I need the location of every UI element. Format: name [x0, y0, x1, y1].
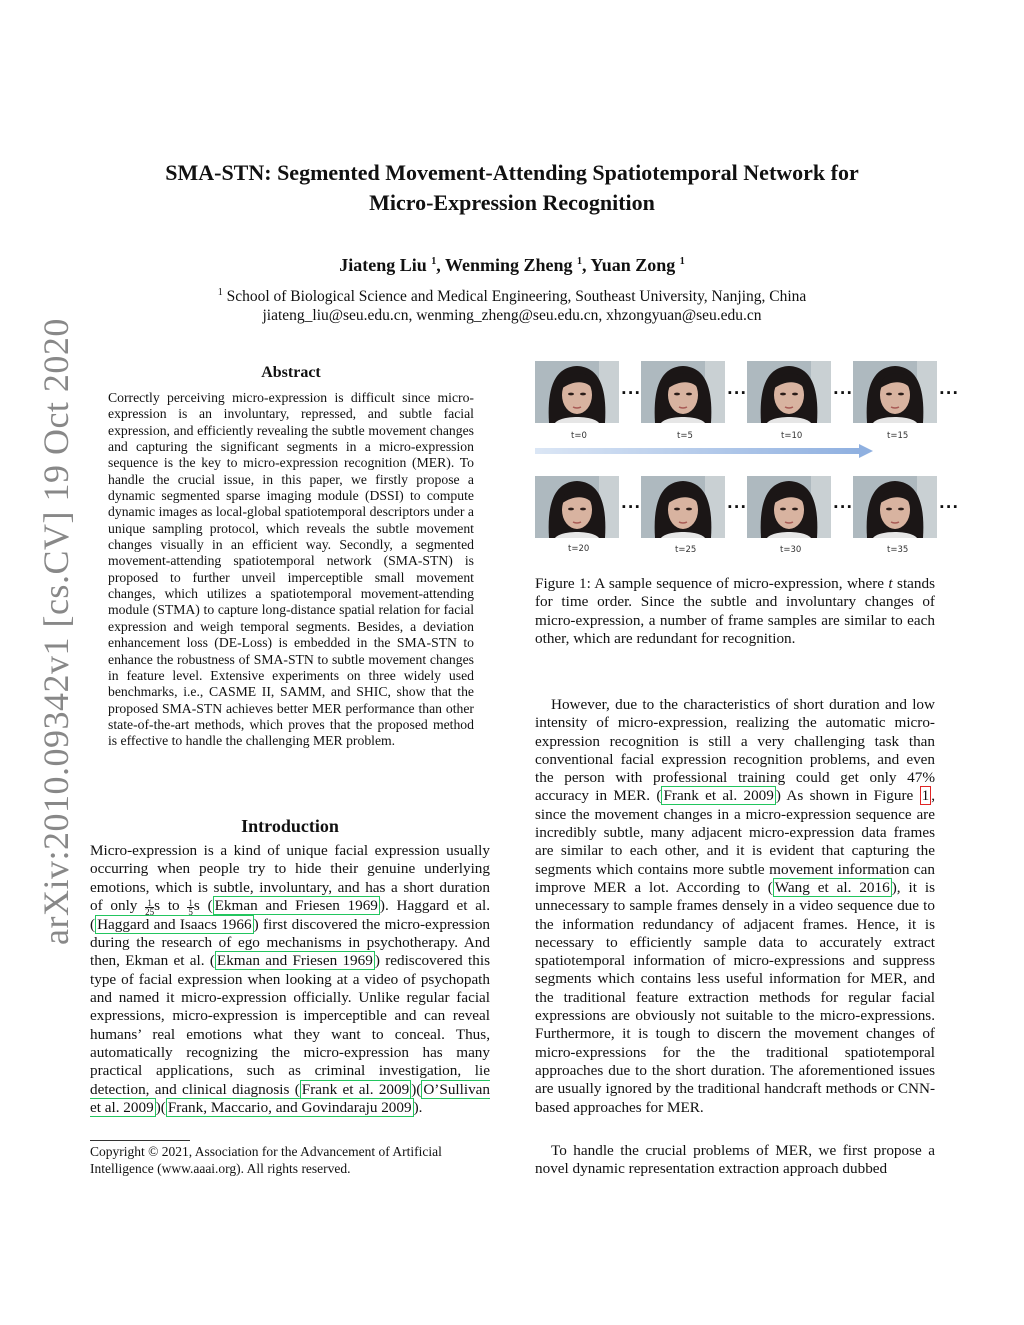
figure-1-caption: [535, 575, 935, 648]
caption-text-b: stands for time order. Since the subtle and involuntary changes of micro-expression, a number of frame samples are similar to each other, which are redundant for recognition.: [535, 575, 935, 647]
caption-text-a: Figure 1: A sample sequence of micro-expression, where: [535, 575, 885, 592]
frame-t0: [535, 361, 619, 423]
abstract-text: Correctly perceiving micro-expression is difficult since micro-expression is an involuntary, repressed, and subtle facial expression, and efficiently revealing the subtle movement changes and capturing the significant segments in a micro-expression sequence is the key to micro-expression recognition (MER). To handle the crucial issue, in this paper, we firstly propose a dynamic segmented sparse imaging module (DSSI) to compute dynamic images as local-global spatiotemporal descriptors under a unique sampling protocol, which reveals the subtle movement changes visually in an efficient way. Secondly, a segmented movement-attending spatiotemporal network (SMA-STN) is proposed to further unveil imperceptible small movement changes, which utilizes a spatiotemporal movement-attending module (STMA) to capture long-distance spatial relation for facial expression and weigh temporal segments. Besides, a deviation enhancement loss (DE-Loss) is embedded in the SMA-STN to enhance the robustness of SMA-STN to subtle movement changes in feature level. Extensive experiments on three widely used benchmarks, i.e., CASME II, SAMM, and SHIC, show that the proposed SMA-STN achieves better MER performance than other state-of-the-art methods, which proves that the proposed method is effective to handle the challenging MER problem.: [108, 390, 474, 749]
citation-ekman-friesen[interactable]: Ekman and Friesen 1969: [214, 896, 378, 914]
title-line-1: SMA-STN: Segmented Movement-Attending Spatiotemporal Network for: [165, 160, 859, 185]
to-word: to: [167, 896, 180, 914]
col2-text-a: However, due to the characteristics of short duration and low intensity of micro-expression, realizing the automatic micro-expression recognition is still a very challenging task than conventional facial expression recognition problems, and even the person with professional training could get only 47% accuracy in MER.: [535, 696, 935, 805]
citation-frank-maccario[interactable]: Frank, Maccario, and Govindaraju 2009: [167, 1098, 412, 1116]
frame-t15: [853, 361, 937, 423]
ellipsis-6: ...: [727, 494, 748, 512]
abstract-heading: Abstract: [261, 364, 321, 381]
author-3: Yuan Zong: [590, 255, 676, 275]
affiliation-block: [0, 283, 1024, 325]
intro-text-c: first discovered the micro-expression during the research of ego mechanisms in psychotherapy. And then, Ekman et al.: [90, 915, 491, 970]
fraction-1-25: [145, 899, 154, 916]
figure-1: [535, 360, 960, 560]
frame-t25: [641, 476, 725, 538]
ellipsis-2: ...: [727, 380, 748, 398]
col2-paragraph-2: To handle the crucial problems of MER, we first propose a novel dynamic representation extraction approach dubbed: [535, 1142, 935, 1178]
citation-frank-col2[interactable]: Frank et al. 2009: [663, 787, 774, 805]
intro-text-a: Micro-expression is a kind of unique facial expression usually occurring when people try to hide their genuine underlying emotions, which is subtle, involuntary, and has a short duration of only: [90, 842, 490, 914]
author-1: Jiateng Liu: [339, 255, 427, 275]
time-label-row1-1: t=0: [571, 431, 587, 441]
affil-mark-4: 1: [217, 287, 223, 298]
intro-paragraph: Micro-expression is a kind of unique facial expression usually occurring when people try to hide their genuine underlying emotions, which is subtle, involuntary, and has a short duration of only $\frac{1}{25}$ s to $\frac{1}{5}$ s ( Ekman and Friesen 1969 ). Haggard et al. ( Haggard and Isaacs 1966 ) first discovered the micro-expression during the research of ego mechanisms in psychotherapy. And then, Ekman et al. ( Ekman and Friesen 1969 ) rediscovered this type of facial expression when looking at a video of psychopath and named it micro-expression officially. Unlike regular facial expressions, micro-expression is imperceptible and can reveal humans’ real emotions what they want to conceal. Thus, automatically recognizing the micro-expression has many practical applications, such as criminal investigation, lie detection, and clinical diagnosis ( Frank et al. 2009 )( O’Sullivan et al. 2009 )( Frank, Maccario, and Govindaraju 2009 ).: [90, 842, 491, 1116]
footnote-rule: [90, 1140, 190, 1141]
ellipsis-4: ...: [939, 380, 960, 398]
intro-heading: Introduction: [241, 816, 339, 836]
ellipsis-8: ...: [939, 494, 960, 512]
author-list: Jiateng Liu $^1$, Wenming Zheng $^1$, Yuan Zong $^1$: [339, 255, 685, 275]
time-label-row2-4: t=35: [887, 545, 909, 555]
paper-title: [0, 158, 1024, 218]
ellipsis-7: ...: [833, 494, 854, 512]
arxiv-sidebar: arXiv:2010.09342v1 [cs.CV] 19 Oct 2020: [36, 318, 76, 945]
frac1-num: 1: [145, 899, 154, 908]
affil-mark-1: 1: [431, 256, 437, 267]
emails: jiateng_liu@seu.edu.cn, wenming_zheng@seu.edu.cn, xhzongyuan@seu.edu.cn: [262, 307, 762, 325]
frame-t35: [853, 476, 937, 538]
ellipsis-5: ...: [621, 494, 642, 512]
time-label-row1-2: t=5: [677, 431, 693, 441]
title-line-2: Micro-Expression Recognition: [369, 190, 655, 215]
unit-s-1: s: [154, 896, 161, 914]
intro-text-d: rediscovered this type of facial expression when looking at a video of psychopath and named it micro-expression officially. Unlike regular facial expressions, micro-expression is imperceptible and can reveal humans’ real emotions what they want to conceal. Thus, automatically recognizing the micro-expression has many practical applications, such as criminal investigation, lie detection, and clinical diagnosis: [90, 952, 491, 1098]
frac1-den: 25: [145, 906, 155, 917]
frame-t10: [747, 361, 831, 423]
ellipsis-3: ...: [833, 380, 854, 398]
figure-ref-1[interactable]: 1: [921, 787, 930, 805]
frame-t20: [535, 476, 619, 538]
time-label-row1-4: t=15: [887, 431, 909, 441]
time-label-row2-1: t=20: [568, 544, 590, 554]
frac2-num: 1: [188, 897, 193, 908]
citation-wang[interactable]: Wang et al. 2016: [774, 878, 890, 896]
time-arrow: [535, 444, 875, 458]
frac2-den: 5: [188, 906, 193, 917]
time-label-row2-2: t=25: [675, 545, 697, 555]
citation-haggard-isaacs[interactable]: Haggard and Isaacs 1966: [97, 915, 252, 933]
copyright-footnote: Copyright © 2021, Association for the Advancement of Artificial Intelligence (www.aaai.org). All rights reserved.: [90, 1144, 442, 1176]
frame-t30: [747, 476, 831, 538]
citation-osullivan[interactable]: O’Sullivan et al. 2009: [90, 1080, 490, 1116]
citation-ekman-friesen-2[interactable]: Ekman and Friesen 1969: [216, 952, 373, 970]
time-label-row2-3: t=30: [780, 545, 802, 555]
intro-text-b: Haggard et al.: [396, 896, 491, 914]
affil-mark-3: 1: [679, 256, 685, 267]
frame-t5: [641, 361, 725, 423]
affil-mark-2: 1: [577, 256, 582, 267]
time-label-row1-3: t=10: [781, 431, 803, 441]
caption-t-symbol: t: [888, 575, 893, 592]
col2-paragraph-1: However, due to the characteristics of short duration and low intensity of micro-expression, realizing the automatic micro-expression recognition is still a very challenging task than conventional facial expression recognition problems, and even the person with professional training could get only 47% accuracy in MER. ( Frank et al. 2009 ) As shown in Figure 1 , since the movement changes in a micro-expression sequence are incredibly subtle, many adjacent micro-expression data frames are similar to each other, and it is evident that capturing the segments which contains more subtle movement information can improve MER a lot. According to ( Wang et al. 2016 ), it is unnecessary to sample frames densely in a video sequence due to the information redundancy of adjacent frames. Hence, it is necessary to efficiently sample data to accurately extract spatiotemporal information of micro-expressions and suppress segments which contains less useful information for MER, and the traditional feature extraction methods for regular facial expressions are obviously not suitable to the micro-expressions. Furthermore, it is tough to discern the movement changes of micro-expressions for the the traditional spatiotemporal approaches due to the short duration. The aforementioned issues are usually ignored by the traditional handcraft methods or CNN-based approaches for MER.: [535, 696, 935, 1116]
col2-text-d: , it is unnecessary to sample frames densely in a video sequence due to the information redundancy of adjacent frames. Hence, it is necessary to efficiently sample data to accurately extract spatiotemporal information of micro-expressions and suppress segments which contains less useful information for MER, and the traditional feature extraction methods for regular facial expressions are obviously not suitable to the micro-expressions. Furthermore, it is tough to discern the movement changes of micro-expressions for the the traditional spatiotemporal approaches due to the short duration. The aforementioned issues are usually ignored by the traditional handcraft methods or CNN-based approaches for MER.: [535, 878, 935, 1116]
col2-text-c: , since the movement changes in a micro-expression sequence are incredibly subtle, many adjacent micro-expression data frames are similar to each other, and it is evident that capturing the segments which contains more subtle movement information can improve MER a lot. According to: [535, 787, 935, 896]
citation-frank[interactable]: Frank et al. 2009: [301, 1080, 410, 1098]
author-2: Wenming Zheng: [444, 255, 573, 275]
ellipsis-1: ...: [621, 380, 642, 398]
col2-text-b: As shown in Figure: [786, 787, 914, 805]
unit-s-2: s: [193, 896, 200, 914]
affiliation: School of Biological Science and Medical Engineering, Southeast University, Nanjing, China: [226, 288, 807, 306]
